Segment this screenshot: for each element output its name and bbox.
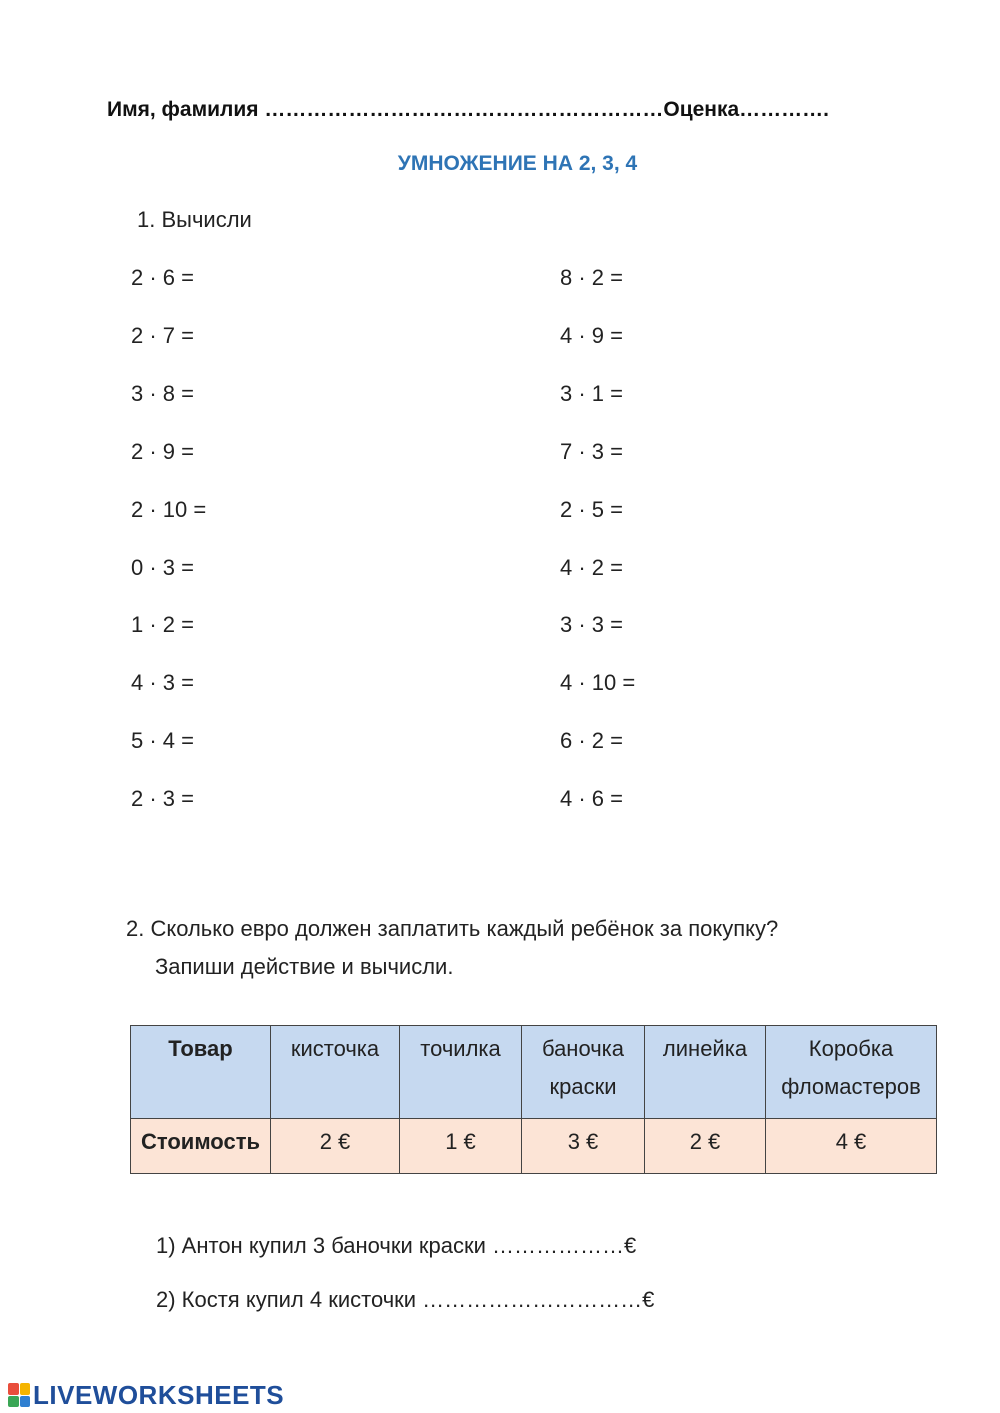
exercise-right-7: 3 · 3 = — [560, 612, 623, 637]
exercise-right-3: 3 · 1 = — [560, 381, 623, 406]
exercise-right-10: 4 · 6 = — [560, 786, 623, 811]
table-header-cell: Стоимость — [131, 1119, 271, 1174]
table-cell: 4 € — [766, 1119, 937, 1174]
exercise-left-3: 3 · 8 = — [131, 381, 194, 406]
exercise-left-8: 4 · 3 = — [131, 670, 194, 695]
table-cell: баночка краски — [522, 1026, 645, 1119]
name-grade-line: Имя, фамилия …………………………………………………Оценка…………. — [107, 98, 830, 121]
liveworksheets-logo — [8, 1380, 284, 1410]
exercise-left-1: 2 · 6 = — [131, 265, 194, 290]
table-cell: 3 € — [522, 1119, 645, 1174]
subquestion-2: 2) Костя купил 4 кисточки …………………………€ — [156, 1287, 655, 1312]
exercise-left-4: 2 · 9 = — [131, 439, 194, 464]
exercise-left-9: 5 · 4 = — [131, 728, 194, 753]
table-cell: 2 € — [645, 1119, 766, 1174]
table-row-prices — [131, 1119, 937, 1174]
table-cell: Коробка фломастеров — [766, 1026, 937, 1119]
table-cell: 1 € — [400, 1119, 522, 1174]
subquestion-1: 1) Антон купил 3 баночки краски ………………€ — [156, 1233, 637, 1258]
task2-question: 2. Сколько евро должен заплатить каждый ребёнок за покупку? — [126, 916, 779, 941]
exercise-left-6: 0 · 3 = — [131, 555, 194, 580]
table-cell: кисточка — [271, 1026, 400, 1119]
exercise-left-10: 2 · 3 = — [131, 786, 194, 811]
exercise-right-1: 8 · 2 = — [560, 265, 623, 290]
table-cell: 2 € — [271, 1119, 400, 1174]
exercise-right-8: 4 · 10 = — [560, 670, 636, 695]
logo-icon — [8, 1383, 30, 1407]
price-table — [130, 1025, 937, 1174]
exercise-right-2: 4 · 9 = — [560, 323, 623, 348]
table-header-cell: Товар — [131, 1026, 271, 1119]
exercise-left-2: 2 · 7 = — [131, 323, 194, 348]
exercise-right-9: 6 · 2 = — [560, 728, 623, 753]
task2-instruction: Запиши действие и вычисли. — [155, 954, 454, 979]
table-cell: линейка — [645, 1026, 766, 1119]
table-cell: точилка — [400, 1026, 522, 1119]
task1-label: 1. Вычисли — [137, 207, 252, 232]
exercise-right-5: 2 · 5 = — [560, 497, 623, 522]
logo-text: LIVEWORKSHEETS — [33, 1379, 285, 1410]
exercise-left-5: 2 · 10 = — [131, 497, 207, 522]
exercise-right-4: 7 · 3 = — [560, 439, 623, 464]
table-row-items — [131, 1026, 937, 1119]
exercise-left-7: 1 · 2 = — [131, 612, 194, 637]
worksheet-title: УМНОЖЕНИЕ НА 2, 3, 4 — [397, 152, 638, 175]
exercise-right-6: 4 · 2 = — [560, 555, 623, 580]
